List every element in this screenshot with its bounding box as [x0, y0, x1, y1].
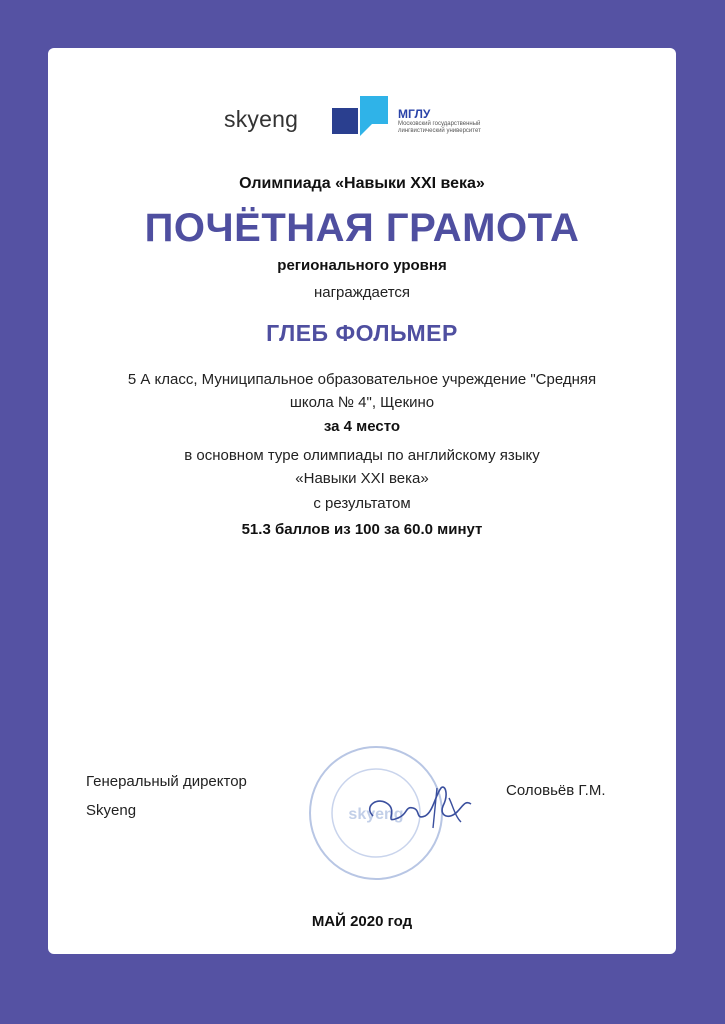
svg-text:skyeng: skyeng: [348, 806, 404, 823]
tour-line-1: в основном туре олимпиады по английскому языку: [184, 447, 540, 464]
signer-name: Соловьёв Г.М.: [506, 782, 606, 799]
result-label: с результатом: [313, 495, 411, 512]
olympiad-title: Олимпиада «Навыки XXI века»: [239, 175, 485, 192]
tour-line-2: «Навыки XXI века»: [295, 470, 429, 487]
place-award: за 4 место: [323, 418, 401, 435]
tour-info: [48, 444, 676, 490]
mglu-logo-subtitle: Московский государственный лингвистический университет: [398, 121, 481, 134]
recipient-name: ГЛЕБ ФОЛЬМЕР: [266, 320, 458, 346]
skyeng-logo: skyeng: [224, 106, 299, 132]
mglu-logo-icon: [332, 96, 390, 144]
mascot-illustration-icon: [283, 553, 443, 688]
awarded-label: награждается: [313, 284, 411, 301]
score: 51.3 баллов из 100 за 60.0 минут: [241, 521, 483, 538]
school-line-2: школа № 4", Щекино: [289, 394, 435, 411]
director-position: Генеральный директор: [86, 773, 247, 790]
certificate-date: МАЙ 2020 год: [311, 913, 413, 930]
mglu-logo-name: МГЛУ: [398, 107, 431, 121]
certificate-card: [48, 48, 676, 954]
certificate-title: ПОЧЁТНАЯ ГРАМОТА: [144, 206, 580, 250]
director-title: [86, 767, 247, 825]
director-company: Skyeng: [86, 802, 137, 819]
certificate-level: регионального уровня: [277, 257, 447, 274]
signature-icon: [353, 776, 483, 836]
school-info: [48, 368, 676, 414]
school-line-1: 5 А класс, Муниципальное образовательное учреждение "Средняя: [127, 371, 597, 388]
